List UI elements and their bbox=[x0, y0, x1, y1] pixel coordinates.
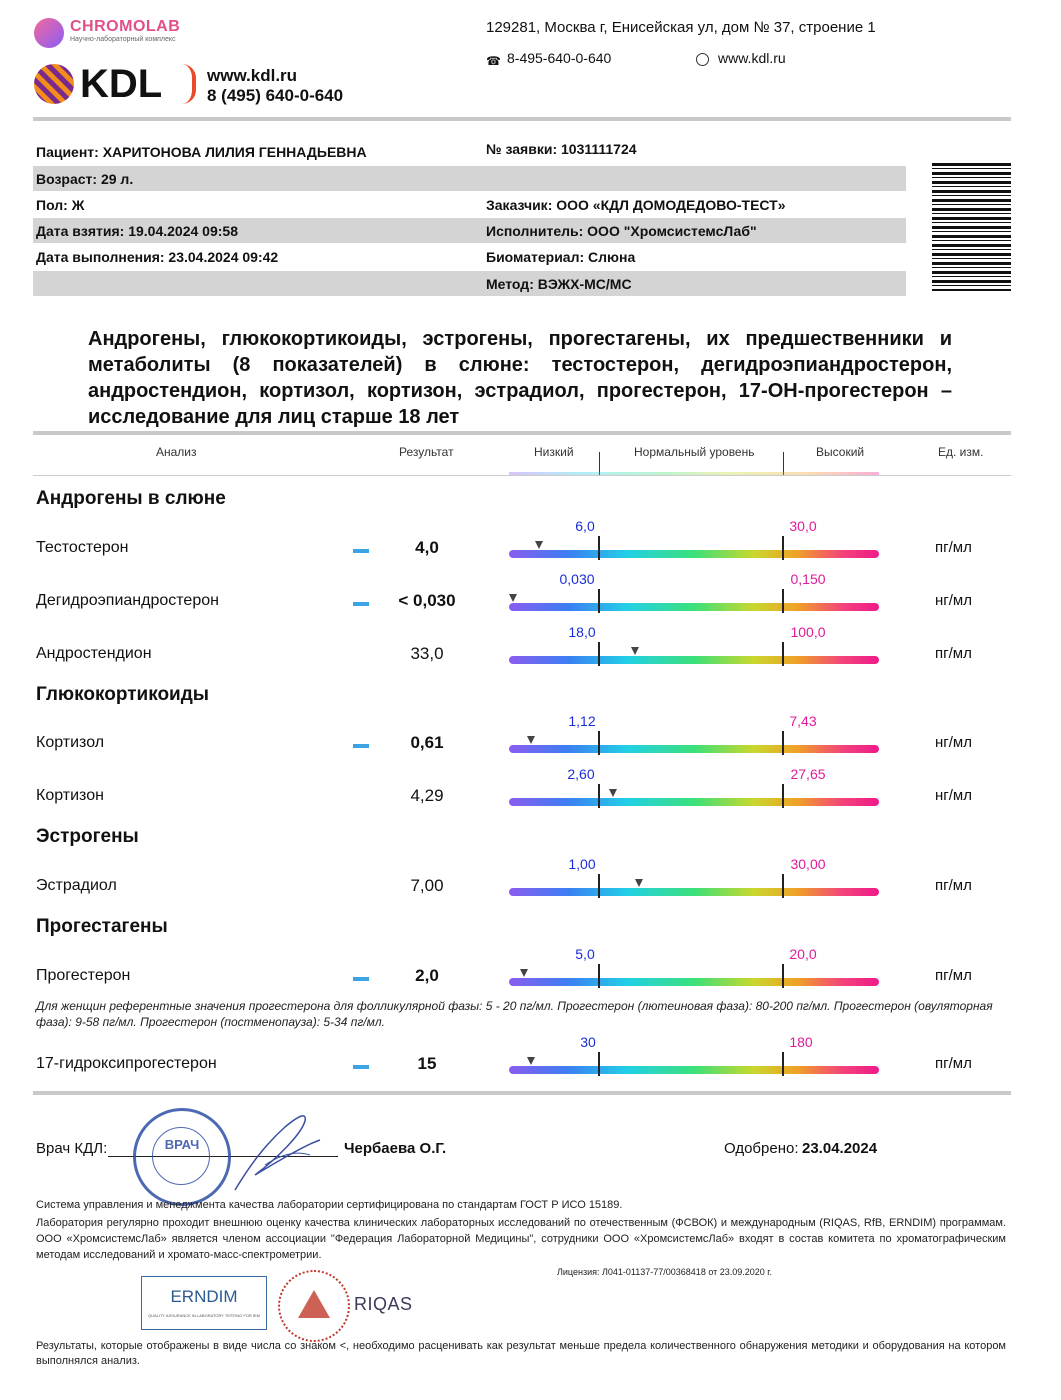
high-tick bbox=[782, 784, 784, 808]
ref-high: 0,150 bbox=[790, 571, 826, 587]
license: Лицензия: Л041-01137-77/00368418 от 23.09.2020 г. bbox=[557, 1267, 772, 1277]
cert-line-1: Система управления и менеджмента качества лаборатории сертифицирована по стандартам ГОСТ Р ИСО 15189. bbox=[36, 1199, 623, 1211]
header-divider bbox=[33, 117, 1011, 121]
ref-high: 30,0 bbox=[789, 518, 817, 534]
ref-low: 18,0 bbox=[568, 624, 596, 640]
patient-name: Пациент: ХАРИТОНОВА ЛИЛИЯ ГЕННАДЬЕВНА bbox=[36, 144, 367, 160]
ref-low: 2,60 bbox=[567, 766, 595, 782]
ref-high: 20,0 bbox=[789, 946, 817, 962]
doctor-stamp-inner bbox=[152, 1127, 210, 1185]
low-tick bbox=[598, 784, 600, 808]
erndim-subtext: QUALITY ASSURANCE IN LABORATORY TESTING FOR IEM bbox=[147, 1313, 261, 1318]
handwritten-signature bbox=[225, 1105, 335, 1200]
chromolab-logo-icon bbox=[34, 18, 64, 48]
test-result: 4,0 bbox=[415, 538, 439, 557]
range-bar bbox=[509, 745, 879, 753]
test-result: 15 bbox=[417, 1054, 437, 1073]
progesterone-note: Для женщин референтные значения прогестерона для фолликулярной фазы: 5 - 20 пг/мл. Прогестерон (лютеиновая фаза): 80-200 пг/мл. Прогестерон (овуляторная фаза): 9-58 пг/мл. Прогестерон (постменопауза): 5-34 пг/мл. bbox=[36, 999, 993, 1029]
range-bar bbox=[509, 1066, 879, 1074]
result-marker bbox=[527, 1057, 535, 1065]
range-bar bbox=[509, 978, 879, 986]
order-number: № заявки: 1031111724 bbox=[486, 141, 637, 157]
result-marker bbox=[635, 879, 643, 887]
low-tick bbox=[598, 536, 600, 560]
col-header-line bbox=[33, 475, 1011, 476]
disclaimer: Результаты, которые отображены в виде числа со знаком <, необходимо расценивать как результат меньше предела количественного обнаружения методики и оборудования на котором выполнялся анализ. bbox=[36, 1340, 1006, 1367]
col-normal: Нормальный уровень bbox=[634, 445, 755, 459]
customer: Заказчик: ООО «КДЛ ДОМОДЕДОВО-ТЕСТ» bbox=[486, 197, 786, 213]
range-bar bbox=[509, 656, 879, 664]
patient-sex: Пол: Ж bbox=[36, 197, 85, 213]
test-result: 0,61 bbox=[410, 733, 444, 752]
result-marker bbox=[520, 969, 528, 977]
riqas-logo: RIQAS bbox=[354, 1294, 413, 1314]
chromolab-subtitle: Научно-лабораторный комплекс bbox=[70, 36, 176, 43]
date-done: Дата выполнения: 23.04.2024 09:42 bbox=[36, 249, 279, 265]
header-phone2: 8-495-640-0-640 bbox=[507, 50, 612, 66]
ref-high: 100,0 bbox=[790, 624, 826, 640]
high-tick bbox=[782, 589, 784, 613]
low-tick bbox=[598, 1052, 600, 1076]
test-unit: нг/мл bbox=[935, 734, 972, 751]
patient-age: Возраст: 29 л. bbox=[36, 171, 134, 187]
header-address: 129281, Москва г, Енисейская ул, дом № 37, строение 1 bbox=[486, 19, 876, 36]
ref-low: 1,00 bbox=[568, 856, 596, 872]
low-tick bbox=[598, 964, 600, 988]
result-marker bbox=[609, 789, 617, 797]
range-bar bbox=[509, 888, 879, 896]
title-divider bbox=[33, 431, 1011, 435]
executor: Исполнитель: ООО "ХромсистемсЛаб" bbox=[486, 223, 757, 239]
ref-high: 7,43 bbox=[789, 713, 817, 729]
col-unit: Ед. изм. bbox=[938, 445, 984, 459]
doctor-name: Чербаева О.Г. bbox=[344, 1140, 447, 1157]
ref-high: 27,65 bbox=[790, 766, 826, 782]
flm-logo-icon bbox=[298, 1290, 330, 1318]
high-tick bbox=[782, 731, 784, 755]
high-tick bbox=[782, 964, 784, 988]
date-taken: Дата взятия: 19.04.2024 09:58 bbox=[36, 223, 238, 239]
approved-date: 23.04.2024 bbox=[802, 1140, 878, 1157]
test-result: 4,29 bbox=[410, 786, 444, 805]
test-name: Кортизон bbox=[36, 787, 104, 804]
col-analysis: Анализ bbox=[156, 445, 197, 459]
result-marker bbox=[631, 647, 639, 655]
test-name: Дегидроэпиандростерон bbox=[36, 592, 219, 609]
test-result: < 0,030 bbox=[398, 591, 456, 610]
ref-low: 30 bbox=[580, 1034, 596, 1050]
range-bar bbox=[509, 798, 879, 806]
header-site[interactable]: www.kdl.ru bbox=[207, 66, 298, 85]
result-marker bbox=[527, 736, 535, 744]
section-progestagens: Прогестагены bbox=[36, 916, 168, 937]
erndim-logo bbox=[141, 1276, 267, 1330]
test-name: Тестостерон bbox=[36, 539, 129, 556]
ref-low: 5,0 bbox=[575, 946, 595, 962]
kdl-wordmark: KDL bbox=[80, 62, 163, 106]
info-row-age-bg bbox=[33, 166, 906, 191]
test-name: Прогестерон bbox=[36, 967, 131, 984]
test-name: 17-гидроксипрогестерон bbox=[36, 1055, 217, 1072]
ref-high: 30,00 bbox=[790, 856, 826, 872]
chromolab-logo bbox=[34, 16, 204, 52]
cert-line-2: Лаборатория регулярно проходит внешнюю оценку качества клинических лабораторных исследований по отечественным (ФСВОК) и международным (RIQAS, RfB, ERNDIM) программам. ООО «ХромсистемсЛаб» является членом ассоциации "Федерация Лабораторной Медицины", сотрудники ООО «ХромсистемсЛаб» входят в состав комитета по хроматографическим методам исследований и хромато-масс-спектрометрии. bbox=[36, 1217, 1006, 1261]
barcode bbox=[932, 163, 1011, 291]
test-unit: нг/мл bbox=[935, 787, 972, 804]
high-tick bbox=[782, 642, 784, 666]
high-tick bbox=[782, 1052, 784, 1076]
ref-high: 180 bbox=[789, 1034, 813, 1050]
doctor-stamp bbox=[133, 1108, 231, 1206]
low-tick bbox=[598, 874, 600, 898]
header-site2[interactable]: www.kdl.ru bbox=[718, 50, 786, 66]
high-tick bbox=[782, 874, 784, 898]
chromolab-name: CHROMOLAB bbox=[70, 18, 181, 35]
report-title: Андрогены, глюкокортикоиды, эстрогены, прогестагены, их предшественники и метаболиты (8 показателей) в слюне: тестостерон, дегидроэпиандростерон, андростендион, кортизол, кортизон, эстрадиол, прогестерон, 17-ОН-прогестерон – исследование для лиц старше 18 лет bbox=[88, 328, 952, 428]
low-tick bbox=[598, 589, 600, 613]
ref-low: 1,12 bbox=[568, 713, 596, 729]
high-tick bbox=[782, 536, 784, 560]
header-phone: 8 (495) 640-0-640 bbox=[207, 86, 344, 105]
erndim-text: ERNDIM bbox=[170, 1287, 238, 1306]
kdl-logo bbox=[34, 62, 204, 110]
section-estrogens: Эстрогены bbox=[36, 826, 139, 847]
test-result: 2,0 bbox=[415, 966, 439, 985]
globe-icon bbox=[696, 53, 709, 66]
low-tick bbox=[598, 642, 600, 666]
result-marker bbox=[509, 594, 517, 602]
test-unit: пг/мл bbox=[935, 1055, 972, 1072]
phone-icon: ☎ bbox=[486, 54, 501, 68]
biomaterial: Биоматериал: Слюна bbox=[486, 249, 636, 265]
stamp-text: ВРАЧ bbox=[164, 1137, 200, 1152]
test-name: Андростендион bbox=[36, 645, 152, 662]
range-bar bbox=[509, 550, 879, 558]
low-tick bbox=[598, 731, 600, 755]
approved-label: Одобрено: bbox=[724, 1140, 799, 1157]
ref-low: 6,0 bbox=[575, 518, 595, 534]
test-result: 33,0 bbox=[410, 644, 444, 663]
doctor-label: Врач КДЛ: bbox=[36, 1140, 108, 1157]
test-name: Эстрадиол bbox=[36, 877, 117, 894]
kdl-logo-icon bbox=[34, 64, 74, 104]
range-bar bbox=[509, 603, 879, 611]
info-row-method-bg bbox=[33, 271, 906, 296]
col-low: Низкий bbox=[534, 445, 574, 459]
section-androgens: Андрогены в слюне bbox=[36, 488, 226, 509]
method: Метод: ВЭЖХ-МС/МС bbox=[486, 276, 632, 292]
section-gluco: Глюкокортикоиды bbox=[36, 684, 210, 705]
result-marker bbox=[535, 541, 543, 549]
test-result: 7,00 bbox=[410, 876, 444, 895]
col-result: Результат bbox=[399, 445, 454, 459]
test-unit: нг/мл bbox=[935, 592, 972, 609]
kdl-bracket-icon bbox=[182, 64, 196, 104]
test-unit: пг/мл bbox=[935, 645, 972, 662]
results-divider bbox=[33, 1091, 1011, 1095]
col-high: Высокий bbox=[816, 445, 865, 459]
test-unit: пг/мл bbox=[935, 877, 972, 894]
test-unit: пг/мл bbox=[935, 539, 972, 556]
ref-low: 0,030 bbox=[559, 571, 595, 587]
test-name: Кортизол bbox=[36, 734, 105, 751]
test-unit: пг/мл bbox=[935, 967, 972, 984]
flm-logo bbox=[278, 1270, 350, 1342]
